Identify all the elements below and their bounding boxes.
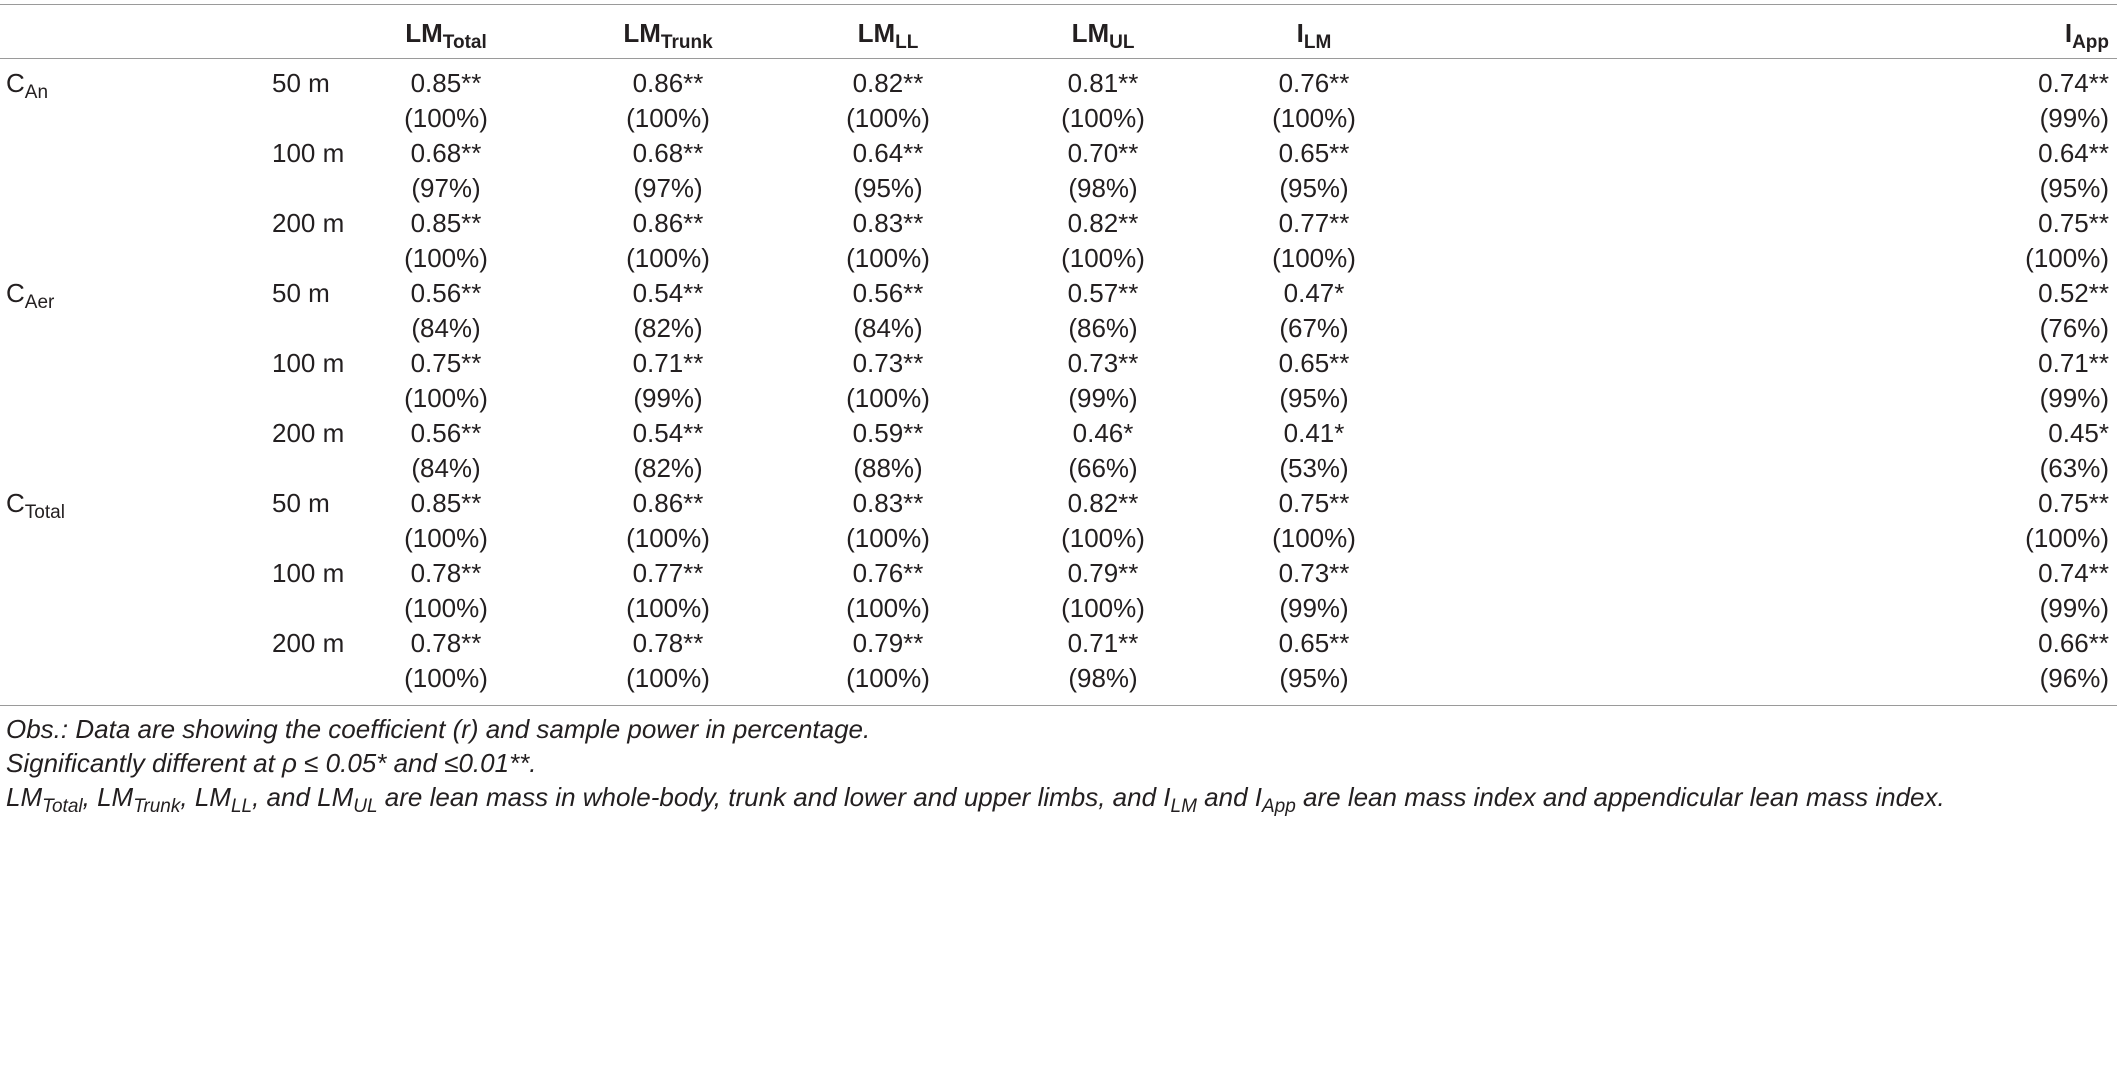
distance-label: 100 m <box>272 138 345 168</box>
group-label-base: C <box>6 488 25 518</box>
footnote-significance: Significantly different at ρ ≤ 0.05* and ≤0.01**. <box>6 748 537 778</box>
coefficient-cell: 0.54** <box>632 418 704 448</box>
coefficient-cell: 0.64** <box>852 138 924 168</box>
coefficient-cell: 0.83** <box>852 488 924 518</box>
power-cell: (100%) <box>626 663 710 693</box>
power-cell: (100%) <box>1061 103 1145 133</box>
power-cell: (100%) <box>846 383 930 413</box>
coefficient-cell: 0.56** <box>852 278 924 308</box>
coefficient-cell: 0.86** <box>632 488 704 518</box>
distance-label: 50 m <box>272 488 330 518</box>
power-cell: (84%) <box>411 313 481 343</box>
coefficient-cell: 0.68** <box>410 138 482 168</box>
power-cell: (99%) <box>2039 593 2109 623</box>
coefficient-cell: 0.86** <box>632 68 704 98</box>
column-header-base: I <box>1296 18 1304 48</box>
coefficient-cell: 0.71** <box>2038 348 2109 378</box>
group-label-total <box>6 488 65 523</box>
coefficient-cell: 0.76** <box>852 558 924 588</box>
coefficient-cell: 0.79** <box>852 628 924 658</box>
coefficient-cell: 0.82** <box>852 68 924 98</box>
coefficient-cell: 0.78** <box>410 558 482 588</box>
coefficient-cell: 0.56** <box>410 278 482 308</box>
coefficient-cell: 0.73** <box>1067 348 1139 378</box>
footnote-subscript: LM <box>1170 796 1197 817</box>
power-cell: (100%) <box>2025 243 2109 273</box>
footnote-text: , LM <box>82 782 134 812</box>
distance-label: 100 m <box>272 558 345 588</box>
power-cell: (53%) <box>1279 453 1349 483</box>
power-cell: (88%) <box>853 453 923 483</box>
power-cell: (100%) <box>1061 593 1145 623</box>
power-cell: (100%) <box>1061 243 1145 273</box>
distance-label: 50 m <box>272 278 330 308</box>
column-header-base: LM <box>1071 18 1110 48</box>
power-cell: (84%) <box>853 313 923 343</box>
power-cell: (95%) <box>1279 663 1349 693</box>
power-cell: (100%) <box>404 383 488 413</box>
coefficient-cell: 0.83** <box>852 208 924 238</box>
footnote-text: LM <box>6 782 43 812</box>
power-cell: (66%) <box>1068 453 1138 483</box>
power-cell: (100%) <box>1061 523 1145 553</box>
coefficient-cell: 0.85** <box>410 208 482 238</box>
coefficient-cell: 0.78** <box>632 628 704 658</box>
coefficient-cell: 0.75** <box>410 348 482 378</box>
column-header-ilm <box>1296 18 1332 53</box>
power-cell: (99%) <box>633 383 703 413</box>
coefficient-cell: 0.46* <box>1072 418 1134 448</box>
distance-label: 50 m <box>272 68 330 98</box>
column-header-base: LM <box>857 18 896 48</box>
power-cell: (97%) <box>633 173 703 203</box>
coefficient-cell: 0.41* <box>1283 418 1345 448</box>
group-label-sub: Aer <box>24 292 55 313</box>
group-label-base: C <box>6 68 25 98</box>
power-cell: (100%) <box>626 523 710 553</box>
coefficient-cell: 0.86** <box>632 208 704 238</box>
footnote-text: , and LM <box>252 782 354 812</box>
footnote-text: and I <box>1196 782 1262 812</box>
column-header-sub: LL <box>895 32 919 53</box>
coefficient-cell: 0.78** <box>410 628 482 658</box>
distance-label: 200 m <box>272 628 345 658</box>
coefficient-cell: 0.45* <box>2048 418 2109 448</box>
top-rule <box>0 4 2117 5</box>
power-cell: (97%) <box>411 173 481 203</box>
coefficient-cell: 0.56** <box>410 418 482 448</box>
power-cell: (100%) <box>404 593 488 623</box>
footnote-text: are lean mass index and appendicular lean mass index. <box>1295 782 1945 812</box>
coefficient-cell: 0.71** <box>632 348 704 378</box>
power-cell: (82%) <box>633 313 703 343</box>
header-rule <box>0 58 2117 59</box>
power-cell: (99%) <box>2039 383 2109 413</box>
power-cell: (100%) <box>404 523 488 553</box>
footnote-text: are lean mass in whole-body, trunk and lower and upper limbs, and I <box>377 782 1171 812</box>
power-cell: (98%) <box>1068 663 1138 693</box>
group-label-an <box>6 68 49 103</box>
coefficient-cell: 0.75** <box>1278 488 1350 518</box>
power-cell: (100%) <box>404 103 488 133</box>
coefficient-cell: 0.65** <box>1278 628 1350 658</box>
distance-label: 100 m <box>272 348 345 378</box>
power-cell: (99%) <box>1279 593 1349 623</box>
coefficient-cell: 0.65** <box>1278 138 1350 168</box>
coefficient-cell: 0.47* <box>1283 278 1345 308</box>
power-cell: (98%) <box>1068 173 1138 203</box>
column-header-sub: Trunk <box>660 32 713 53</box>
power-cell: (95%) <box>1279 383 1349 413</box>
power-cell: (86%) <box>1068 313 1138 343</box>
coefficient-cell: 0.75** <box>2038 208 2109 238</box>
column-header-base: LM <box>623 18 661 48</box>
column-header-base: LM <box>405 18 443 48</box>
power-cell: (82%) <box>633 453 703 483</box>
footnote-subscript: Total <box>42 796 83 817</box>
coefficient-cell: 0.68** <box>632 138 704 168</box>
footnote-abbreviations <box>6 782 1945 817</box>
column-header-sub: Total <box>442 32 487 53</box>
coefficient-cell: 0.75** <box>2038 488 2109 518</box>
column-header-lmul <box>1071 18 1135 53</box>
footnote-subscript: LL <box>230 796 253 817</box>
power-cell: (99%) <box>2039 103 2109 133</box>
coefficient-cell: 0.74** <box>2038 558 2109 588</box>
footnote-subscript: UL <box>353 796 378 817</box>
power-cell: (67%) <box>1279 313 1349 343</box>
coefficient-cell: 0.65** <box>1278 348 1350 378</box>
coefficient-cell: 0.73** <box>852 348 924 378</box>
power-cell: (95%) <box>1279 173 1349 203</box>
coefficient-cell: 0.81** <box>1067 68 1139 98</box>
power-cell: (100%) <box>846 663 930 693</box>
column-header-sub: LM <box>1303 32 1332 53</box>
coefficient-cell: 0.66** <box>2038 628 2109 658</box>
column-header-iapp <box>2064 18 2109 53</box>
power-cell: (95%) <box>2039 173 2109 203</box>
coefficient-cell: 0.85** <box>410 68 482 98</box>
group-label-sub: Total <box>24 502 65 523</box>
coefficient-cell: 0.52** <box>2038 278 2109 308</box>
power-cell: (100%) <box>846 103 930 133</box>
power-cell: (100%) <box>1272 523 1356 553</box>
power-cell: (100%) <box>404 243 488 273</box>
power-cell: (100%) <box>626 593 710 623</box>
coefficient-cell: 0.74** <box>2038 68 2109 98</box>
column-header-lmtrunk <box>623 18 713 53</box>
group-label-base: C <box>6 278 25 308</box>
power-cell: (100%) <box>846 243 930 273</box>
coefficient-cell: 0.85** <box>410 488 482 518</box>
power-cell: (100%) <box>846 523 930 553</box>
power-cell: (100%) <box>626 243 710 273</box>
group-label-aer <box>6 278 55 313</box>
coefficient-cell: 0.82** <box>1067 208 1139 238</box>
power-cell: (76%) <box>2039 313 2109 343</box>
power-cell: (100%) <box>2025 523 2109 553</box>
power-cell: (96%) <box>2039 663 2109 693</box>
power-cell: (95%) <box>853 173 923 203</box>
power-cell: (100%) <box>1272 103 1356 133</box>
power-cell: (63%) <box>2039 453 2109 483</box>
coefficient-cell: 0.82** <box>1067 488 1139 518</box>
power-cell: (84%) <box>411 453 481 483</box>
group-label-sub: An <box>24 82 49 103</box>
coefficient-cell: 0.59** <box>852 418 924 448</box>
power-cell: (100%) <box>404 663 488 693</box>
coefficient-cell: 0.79** <box>1067 558 1139 588</box>
coefficient-cell: 0.77** <box>1278 208 1350 238</box>
coefficient-cell: 0.76** <box>1278 68 1350 98</box>
power-cell: (100%) <box>1272 243 1356 273</box>
column-header-lmtotal <box>405 18 487 53</box>
power-cell: (100%) <box>626 103 710 133</box>
footnote-subscript: App <box>1261 796 1296 817</box>
coefficient-cell: 0.57** <box>1067 278 1139 308</box>
column-header-lmll <box>857 18 919 53</box>
coefficient-cell: 0.70** <box>1067 138 1139 168</box>
column-header-base: I <box>2064 18 2073 48</box>
coefficient-cell: 0.71** <box>1067 628 1139 658</box>
power-cell: (99%) <box>1068 383 1138 413</box>
coefficient-cell: 0.54** <box>632 278 704 308</box>
footnote-text: , LM <box>180 782 231 812</box>
coefficient-cell: 0.77** <box>632 558 704 588</box>
distance-label: 200 m <box>272 418 345 448</box>
column-header-sub: App <box>2072 32 2109 53</box>
coefficient-cell: 0.64** <box>2038 138 2109 168</box>
column-header-sub: UL <box>1109 32 1135 53</box>
distance-label: 200 m <box>272 208 345 238</box>
power-cell: (100%) <box>846 593 930 623</box>
coefficient-cell: 0.73** <box>1278 558 1350 588</box>
footnote-subscript: Trunk <box>133 796 181 817</box>
bottom-rule <box>0 705 2117 706</box>
footnote-obs: Obs.: Data are showing the coefficient (r) and sample power in percentage. <box>6 714 871 744</box>
